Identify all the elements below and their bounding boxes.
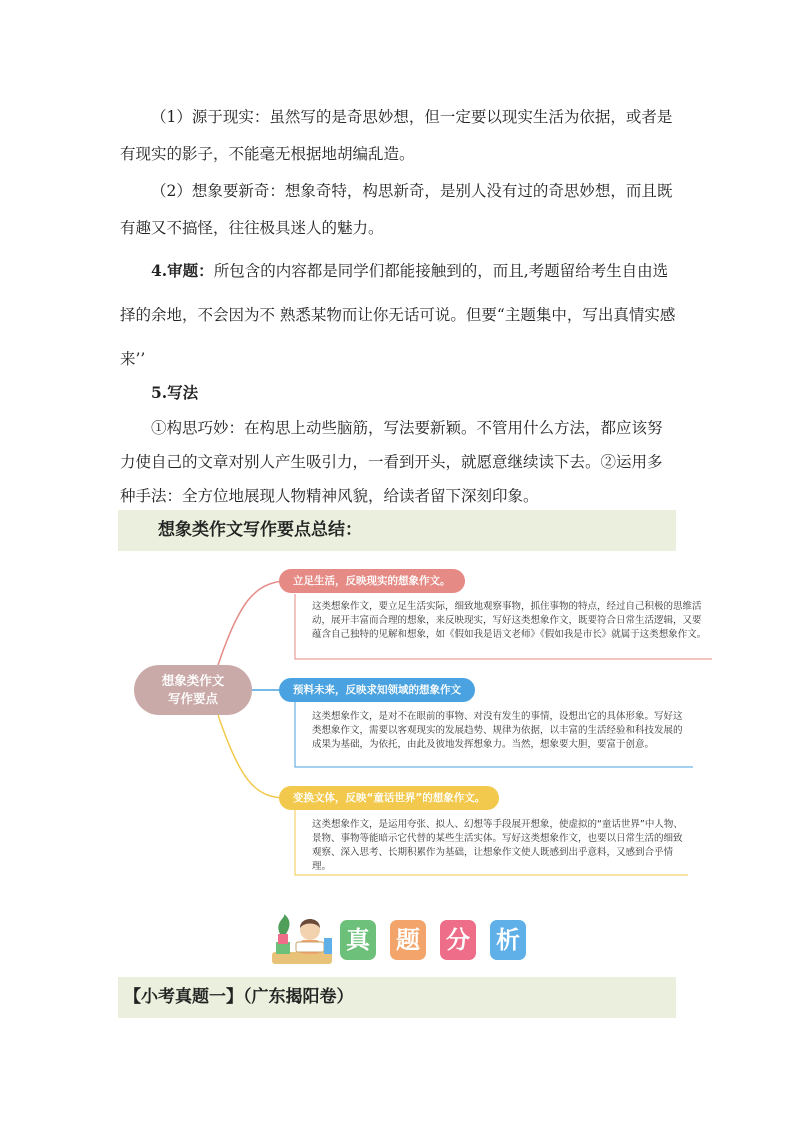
mindmap-branch-3-text: 这类想象作文，是运用夸张、拟人、幻想等手段展开想象，使虚拟的“童话世界”中人物、景物、事物等能暗示它代替的某些生活实体。写好这类想象作文，也要以日常生活的细致观察、深入思考、长期积累作为基础，让想象作文使人既感到出乎意料，又感到合乎情理。 [312,819,683,872]
paragraph-writing-method: ①构思巧妙：在构思上动些脑筋，写法要新颖。不管用什么方法，都应该努力使自己的文章对别人产生吸引力，一看到开头，就愿意继续读下去。②运用多种手法：全方位地展现人物精神风貌，给读者留下深刻印象。 [120,419,663,505]
paragraph-topic-review [120,249,676,381]
paragraph-source-reality: （1）源于现实：虽然写的是奇思妙想，但一定要以现实生活为依据，或者是有现实的影子，不能毫无根据地胡编乱造。 [120,108,673,163]
section-heading-bar [118,510,676,551]
exam-heading: 【小考真题一】（广东揭阳卷） [124,987,354,1007]
mindmap-branch-1-text: 这类想象作文，要立足生活实际，细致地观察事物，抓住事物的特点，经过自己积极的思维活动，展开丰富而合理的想象，来反映现实，写好这类想象作文，既要符合日常生活逻辑，又要蕴含自己独特的见解和想象，如《假如我是语文老师》《假如我是市长》就属于这类想象作文。 [312,601,707,640]
badge-zhen: 真 [340,920,376,960]
topic-review-text: 所包含的内容都是同学们都能接触到的，而且,考题留给考生自由选择的余地，不会因为不 熟悉某物而让你无话可说。但要“主题集中，写出真情实感来’’ [120,262,676,368]
paragraph-writing-method-label: 5.写法 [151,383,199,402]
reading-child-illustration [270,912,336,968]
mindmap-branch-3-tag: 变换文体，反映“童话世界”的想象作文。 [279,786,499,810]
mindmap-branch-2-text: 这类想象作文，是对不在眼前的事物、对没有发生的事情，设想出它的具体形象。写好这类想象作文，需要以客观现实的发展趋势、规律为依据，以丰富的生活经验和科技发展的成果为基础，为依托，由此及彼地发挥想象力。当然，想象要大胆，要富于创意。 [312,711,683,750]
badge-ti: 题 [390,920,426,960]
section-heading: 想象类作文写作要点总结： [158,520,362,540]
badge-xi: 析 [490,920,526,960]
badge-fen: 分 [440,920,476,960]
mindmap-branch-2-tag: 预料未来，反映求知领域的想象作文 [279,678,475,702]
exam-heading-bar [118,977,676,1018]
topic-review-label: 4.审题： [151,261,214,280]
paragraph-novel-imagination: （2）想象要新奇：想象奇特，构思新奇，是别人没有过的奇思妙想，而且既有趣又不搞怪，往往极具迷人的魅力。 [120,182,673,237]
mindmap-branch-1-tag: 立足生活，反映现实的想象作文。 [279,569,465,593]
mindmap-root: 想象类作文 写作要点 [134,665,252,715]
analysis-badges [340,920,526,960]
